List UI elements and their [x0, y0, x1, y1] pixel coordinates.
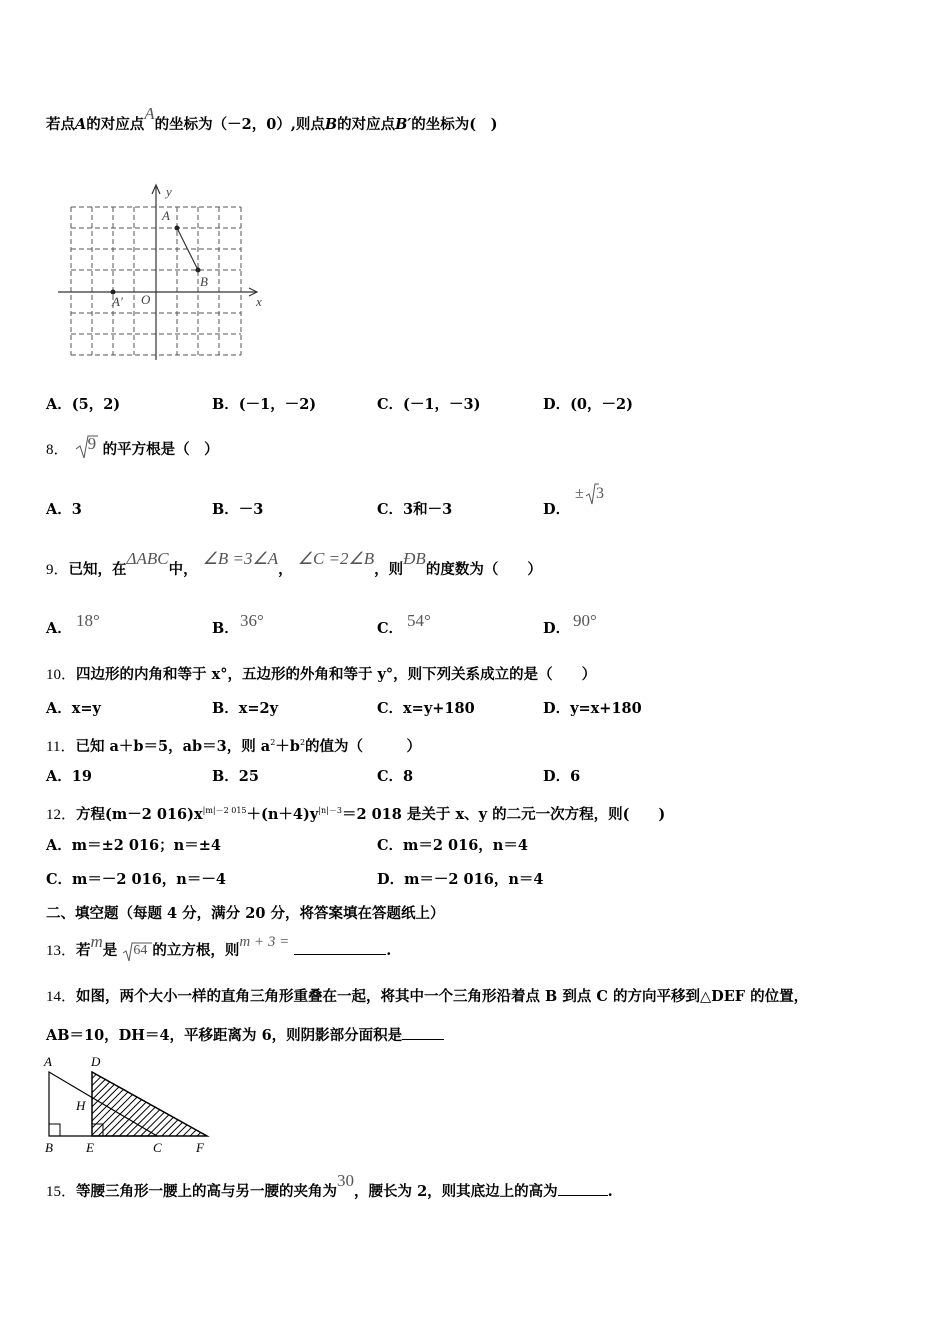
- q8-number: 8．: [46, 442, 69, 458]
- q7-point-a: A: [75, 116, 87, 133]
- q13-period: .: [386, 942, 392, 959]
- q12-option-b: C．m＝2 016，n＝4: [377, 837, 528, 854]
- q7-stem: [46, 104, 498, 135]
- x-axis-label: x: [256, 294, 262, 309]
- label-a: A: [162, 208, 170, 223]
- q14-stem-line1: [46, 987, 808, 1007]
- q10-stem: [46, 665, 596, 685]
- q9-option-b: [212, 611, 264, 639]
- q15-answer-blank[interactable]: [558, 1181, 608, 1196]
- q15-number: 15．: [46, 1184, 77, 1200]
- q9-option-a-value: 18°: [76, 611, 100, 630]
- q7-option-a: A．(5，2): [46, 396, 121, 413]
- q9-option-d-value: 90°: [573, 611, 597, 630]
- q10-option-c: C．x=y+180: [377, 700, 475, 717]
- q8-option-c: C．3和－3: [377, 501, 453, 518]
- q15-stem: [46, 1171, 613, 1202]
- q11-option-b: B．25: [212, 768, 259, 785]
- q10-number: 10．: [46, 667, 77, 683]
- q13-text-3: 的立方根，则: [152, 942, 240, 959]
- q9-angle-b-condition: ∠B =3∠A: [202, 549, 279, 568]
- q7-text-1: 若点: [46, 116, 75, 133]
- q11-text-1: 已知 a＋b＝5，ab＝3，则 a: [75, 737, 271, 755]
- q8-option-b: B．－3: [212, 501, 264, 518]
- q9-text-5: 的度数为（ ）: [425, 561, 542, 578]
- q14-text-1: 如图，两个大小一样的直角三角形重叠在一起，将其中一个三角形沿着点 B 到点 C 的方向平移到△DEF 的位置，: [76, 988, 809, 1005]
- q8-option-a: A．3: [46, 501, 82, 518]
- q9-option-d-letter: D．: [543, 620, 571, 637]
- q14-stem-line2: [46, 1025, 444, 1046]
- q9-option-c-value: 54°: [407, 611, 431, 630]
- q13-text-1: 若: [76, 942, 91, 959]
- q13-stem: [46, 932, 392, 961]
- q8-radicand: 9: [87, 434, 97, 453]
- q8-option-d-formula: [575, 484, 604, 504]
- q15-text-2: ，腰长为 2，则其底边上的高为: [354, 1183, 558, 1200]
- fig-label-h: H: [76, 1098, 86, 1113]
- q7-text-3: 的坐标为（－2，0）,则点: [154, 116, 325, 133]
- fig-label-d: D: [91, 1054, 101, 1069]
- q9-option-c: [377, 611, 431, 639]
- q15-angle-value: 30: [337, 1171, 355, 1190]
- q9-option-c-letter: C．: [377, 620, 404, 637]
- q8-text: 的平方根是（ ）: [102, 441, 219, 458]
- q9-text-4: ，则: [374, 561, 404, 578]
- q9-option-d: [543, 611, 597, 639]
- section-2-heading: 二、填空题（每题 4 分，满分 20 分，将答案填在答题纸上）: [46, 905, 445, 922]
- q9-triangle-abc: ΔABC: [126, 549, 169, 568]
- q14-number: 14．: [46, 989, 77, 1005]
- q12-option-c: C．m＝－2 016，n＝－4: [46, 871, 226, 888]
- point-b: [196, 268, 201, 273]
- q8-option-d-radicand: 3: [596, 485, 604, 502]
- q8-option-d-letter: D．: [543, 501, 571, 518]
- q9-text-3: ，: [278, 561, 293, 578]
- q9-angle-c-condition: ∠C =2∠B: [297, 549, 375, 568]
- q11-stem: [46, 733, 421, 757]
- q7-point-a-formula: A: [144, 104, 155, 123]
- q7-option-c: C．(－1，－3): [377, 396, 481, 413]
- q8-option-d: [543, 485, 604, 520]
- q12-stem: [46, 801, 665, 825]
- label-a-prime: A′: [112, 294, 123, 309]
- q12-number: 12．: [46, 806, 77, 823]
- right-angle-b: [49, 1124, 60, 1136]
- q7-text-5: 的坐标为( ): [411, 116, 498, 133]
- q14-text-2: AB＝10，DH＝4，平移距离为 6，则阴影部分面积是: [46, 1027, 403, 1044]
- q9-option-b-letter: B．: [212, 620, 239, 637]
- q15-text-1: 等腰三角形一腰上的高与另一腰的夹角为: [76, 1183, 338, 1200]
- q9-number: 9．: [46, 562, 69, 578]
- q12-option-a: A．m＝±2 016；n＝±4: [46, 837, 221, 854]
- q12-text-2: ＋(n＋4)y: [246, 805, 319, 823]
- label-origin: O: [141, 292, 151, 307]
- point-a: [175, 226, 180, 231]
- label-b: B: [200, 274, 208, 289]
- q13-expression: m + 3 =: [239, 934, 290, 950]
- q9-angle-b: ÐB: [403, 549, 426, 568]
- q11-exponent-2: 2: [299, 738, 306, 747]
- q11-option-c: C．8: [377, 768, 414, 785]
- fig-label-c: C: [153, 1140, 162, 1155]
- q9-text-2: 中，: [168, 561, 198, 578]
- q12-text-3: ＝2 018 是关于 x、y 的二元一次方程，则( ): [341, 805, 666, 823]
- fig-label-e: E: [86, 1140, 94, 1155]
- q11-text-3: 的值为（ ）: [305, 737, 422, 755]
- q9-stem: [46, 549, 542, 580]
- q7-coordinate-graph: [52, 180, 272, 365]
- y-axis-label: y: [166, 184, 172, 199]
- fig-label-f: F: [196, 1140, 204, 1155]
- q13-number: 13．: [46, 943, 77, 959]
- q10-option-d: D．y=x+180: [543, 700, 642, 717]
- q13-text-2: 是: [102, 942, 118, 959]
- q7-option-b: B．(－1，－2): [212, 396, 317, 413]
- q11-option-a: A．19: [46, 768, 92, 785]
- q9-option-b-value: 36°: [240, 611, 264, 630]
- fig-label-b: B: [45, 1140, 53, 1155]
- q11-text-2: ＋b: [275, 737, 300, 755]
- q7-point-b: B: [324, 116, 338, 133]
- triangle-def: [92, 1072, 207, 1136]
- q14-triangle-figure: [40, 1052, 220, 1156]
- q7-text-2: 的对应点: [86, 116, 145, 133]
- q15-period: .: [607, 1183, 613, 1200]
- q11-exponent-1: 2: [270, 738, 276, 747]
- q12-exponent-2: |n|－3: [318, 806, 342, 815]
- q9-option-a: [46, 611, 100, 639]
- q11-number: 11．: [46, 738, 76, 755]
- q12-exponent-1: |m|－2 015: [202, 806, 247, 815]
- q9-option-a-letter: A．: [46, 620, 72, 637]
- q13-answer-blank[interactable]: [294, 940, 386, 955]
- q7-text-4: 的对应点: [337, 116, 396, 133]
- q12-option-d: D．m＝－2 016，n＝4: [377, 871, 544, 888]
- q8-stem: [46, 434, 219, 460]
- q7-option-d: D．(0，－2): [543, 396, 633, 413]
- q14-answer-blank[interactable]: [402, 1025, 444, 1040]
- q11-option-d: D．6: [543, 768, 581, 785]
- q13-radicand: 64: [133, 943, 148, 958]
- fig-label-a: A: [44, 1054, 52, 1069]
- q13-variable-m: m: [90, 932, 103, 951]
- q10-text: 四边形的内角和等于 x°，五边形的外角和等于 y°，则下列关系成立的是（ ）: [76, 666, 597, 683]
- q12-text-1: 方程(m－2 016)x: [76, 805, 203, 823]
- q9-text-1: 已知，在: [68, 561, 127, 578]
- plus-minus-sign: ±: [575, 485, 584, 502]
- q10-option-a: A．x=y: [46, 700, 101, 717]
- q10-option-b: B．x=2y: [212, 700, 279, 717]
- q7-point-b-prime: B′: [395, 116, 412, 133]
